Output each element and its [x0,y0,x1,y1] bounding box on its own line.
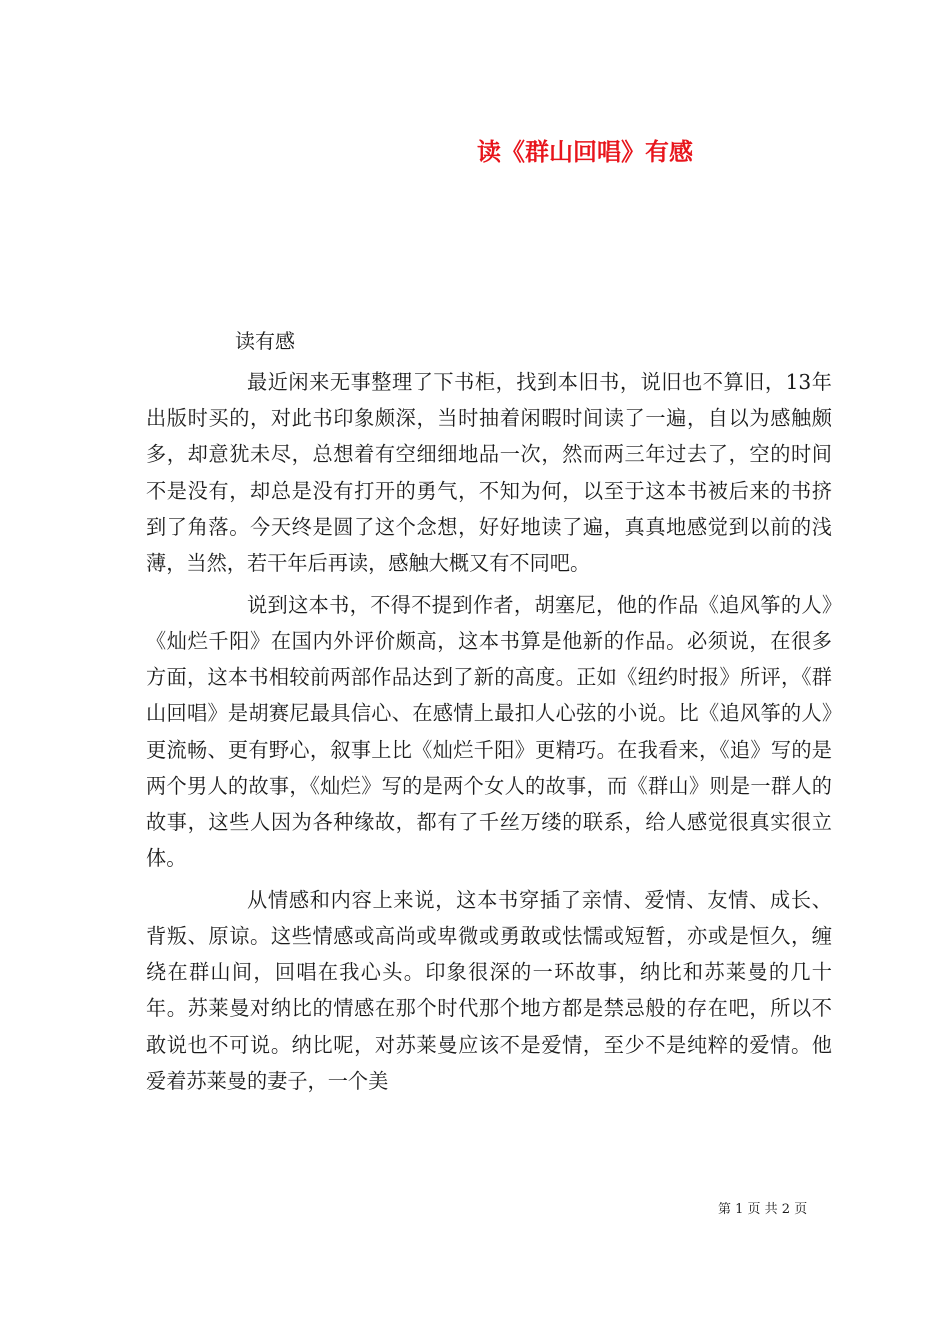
page-footer: 第 1 页 共 2 页 [718,1202,808,1217]
document-body [146,364,832,1099]
document-title: 读《群山回唱》有感 [477,137,693,166]
body-paragraph: 最近闲来无事整理了下书柜，找到本旧书，说旧也不算旧，13年出版时买的，对此书印象颇深，当时抽着闲暇时间读了一遍，自以为感触颇多，却意犹未尽，总想着有空细细地品一次，然而两三年过去了，空的时间不是没有，却总是没有打开的勇气，不知为何，以至于这本书被后来的书挤到了角落。今天终是圆了这个念想，好好地读了遍，真真地感觉到以前的浅薄，当然，若干年后再读，感触大概又有不同吧。 [146,370,832,576]
body-paragraph: 从情感和内容上来说，这本书穿插了亲情、爱情、友情、成长、背叛、原谅。这些情感或高尚或卑微或勇敢或怯懦或短暂，亦或是恒久，缠绕在群山间，回唱在我心头。印象很深的一环故事，纳比和苏莱曼的几十年。苏莱曼对纳比的情感在那个时代那个地方都是禁忌般的存在吧，所以不敢说也不可说。纳比呢，对苏莱曼应该不是爱情，至少不是纯粹的爱情。他爱着苏莱曼的妻子，一个美 [146,887,832,1093]
document-subheading: 读有感 [235,329,295,353]
body-paragraph: 说到这本书，不得不提到作者，胡塞尼，他的作品《追风筝的人》《灿烂千阳》在国内外评价颇高，这本书算是他新的作品。必须说，在很多方面，这本书相较前两部作品达到了新的高度。正如《纽约时报》所评，《群山回唱》是胡赛尼最具信心、在感情上最扣人心弦的小说。比《追风筝的人》更流畅、更有野心，叙事上比《灿烂千阳》更精巧。在我看来，《追》写的是两个男人的故事，《灿烂》写的是两个女人的故事，而《群山》则是一群人的故事，这些人因为各种缘故，都有了千丝万缕的联系，给人感觉很真实很立体。 [146,592,832,871]
